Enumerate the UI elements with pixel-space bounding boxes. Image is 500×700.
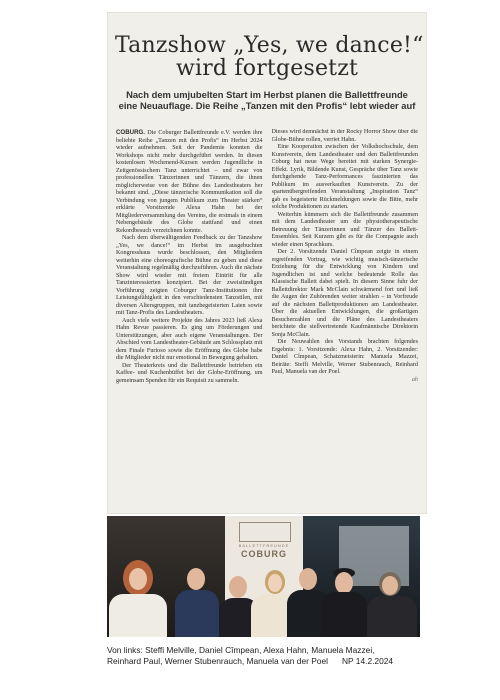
paragraph: Weiterhin kümmern sich die Ballettfreunde zusammen mit dem Landestheater um die physiotherapeutische Betreuung der Tänzerinnen und Tänzer des Ballett-Ensembles. Seit Kurzem gibt es für die Compagnie auch wieder einen Sprachkurs. [271,211,418,248]
headline-line-2: wird fortgesetzt [175,56,359,81]
paragraph: Der 2. Vorsitzende Daniel Cîmpean zeigte in einem ergreifenden Vortrag, wie wichtig musisch-tänzerische Erziehung für die Entwicklung von Kindern und Jugendlichen ist und welche bedeutende Rolle das Klassische Ballett dabei spielt. In diesem Sinne fuhr der Ballettdirektor Mark McClain schwärmend fort und ließ die Augen der Zuhörenden weiter strahlen – in Vorfreude auf die nächsten Ballettproduktionen am Landestheater. Über die aktuellen Entwicklungen, die großartigen Besucherzahlen und die Pläne des Landestheaters berichtete die stellvertretende Kaufmännische Direktorin Sonja McClain. [271,249,418,338]
group-photo [107,516,420,637]
newspaper-clipping [107,12,427,514]
article-column-2 [272,129,419,505]
article-body [116,129,418,505]
paragraph: Auch viele weitere Projekte des Jahres 2023 ließ Alexa Hahn Revue passieren. Es ging um Förderungen und Unterstützungen, aber auch eigene Veranstaltungen. Der Abschied vom Landestheater-Gebäude am Schlossplatz mit dem Finale Furioso sowie die Eröffnung des Globe habe die Mitglieder nicht nur emotional in Bewegung gehalten. [116,317,263,361]
author-initials: ah [411,376,418,383]
headline-line-1: Tanzshow „Yes, we dance!“ [115,33,424,58]
paragraph: Die Neuwahlen des Vorstands brachten folgendes Ergebnis: 1. Vorsitzende: Alexa Hahn, 2. Vorsitzender: Daniel Cîmpean, Schatzmeisterin: Manuela Mazzei, Beirätе: Steffi Melville, Werner Stubenrauch, Reinhard Paul, Manuela van der Poel. [271,339,418,375]
article-subheadline: Nach dem umjubelten Start im Herbst planen die Ballettfreunde eine Neuauflage. Die Reihe „Tanzen mit den Profis“ lebt wieder auf [118,89,416,112]
paragraph: Eine Kooperation zwischen der Volkshochschule, dem Kunstverein, dem Landestheater und den Ballettfreunden Coburg hat neue Wege bereitet mit starken Synergie-Effekt. Lyrik, Bildende Kunst, Gespräche über Tanz sowie durchgehende Tanz-Performances faszinierten das Publikum im ausverkauften Kunstverein. Zu der spartenübergreifenden Veranstaltung „Inspiration Tanz“ gab es begeisterte Rückmeldungen sowie die Bitte, mehr solche Produktionen zu starten. [271,144,418,210]
banner-logo-icon [239,522,291,542]
caption-source: NP 14.2.2024 [342,656,394,666]
paragraph [116,129,263,235]
paragraph: Der Theaterkreis und die Ballettfreunde betrieben ein Kaffee- und Kuchenbüffet bei der Globe-Eröffnung, um gemeinsam Spenden für ein Requisit zu sammeln. [116,362,263,384]
paragraph-text: Die Coburger Ballettfreunde e.V. werden ihre beliebte Reihe „Tanzen mit den Profis“ im Herbst 2024 wieder aufnehmen. Seit der Pandemie konnten die Workshops nicht mehr durchgeführt werden. In diesen kostenlosen Wochenend-Kursen werden Jugendliche in Zeitgenössischem Tanz unterrichtet – und zwar von professionellen Tänzerinnen und Tänzern, die ihnen möglicherweise von der Bühne des Landestheaters her bekannt sind. „Diese tänzerische Kommunikation soll die Verbindung von jungem Publikum zum Theater stärken“ erklärte Vorsitzende Alexa Hahn bei der Mitgliederversammlung des Vereins, die erstmals in einem Nebengebäude des Globe stattfand und einen Rekordbesuch verzeichnen konnte. [116,130,263,234]
paragraph: Dieses wird demnächst in der Rocky Horror Show über die Globe-Bühne rollen, verriet Hahn. [271,129,418,143]
article-headline [115,33,424,81]
caption-names: Reinhard Paul, Werner Stubenrauch, Manuela van der Poel [107,656,328,666]
banner-text-small: BALLETTFREUNDE [238,543,290,548]
banner-text-big: COBURG [241,549,287,559]
caption-line-2 [107,656,427,667]
caption-line-1: Von links: Steffi Melville, Daniel Cîmpean, Alexa Hahn, Manuela Mazzei, [107,645,375,655]
article-column-1 [116,129,263,505]
paragraph: Nach dem überwältigenden Feedback zu der Tanzshow „Yes, we dance!“ im Herbst im ausgebuchten Kongresshaus wurde beschlossen, den Mitgliedern weiterhin eine choreografische Bühne zu geben und diese Veranstaltung regelmäßig durchzuführen. Auch die nächste Show wird wieder mit freiem Eintritt für alle Tanzinteressierten konzipiert. Bei der zweistündigen Vorführung zeigten Coburger Tanz-Institutionen ihre Leistungsfähigkeit in den verschiedensten Tanzstilen, mit diversen Altersgruppen, mit tanzbegeisterten Laien sowie mit Tanz-Profis des Landestheaters. [116,235,263,316]
dateline: COBURG. [116,129,145,136]
photo-caption [107,645,427,667]
